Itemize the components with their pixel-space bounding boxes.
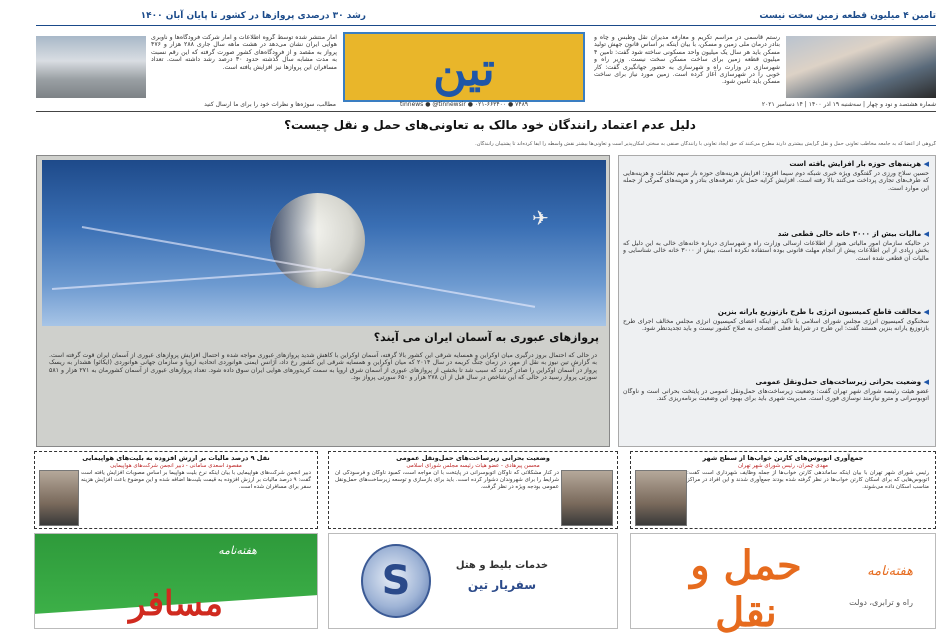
top-left-headline[interactable]: رشد ۳۰ درصدی پروازها در کشور تا پایان آبان ۱۴۰۰ [140,11,366,21]
safar-logo-icon [361,544,431,618]
sidebar-item-body: عضو هیئت رئیسه شورای شهر تهران گفت: وضعیت زیرساخت‌های حمل‌ونقل عمومی در پایتخت بحرانی است و ناوگان اتوبوسرانی و مترو نیازمند نوسازی فوری است. مدیریت شهری باید برای بهبود این وضعیت برنامه‌ریزی کند. [623,388,929,403]
news-box[interactable] [328,451,618,529]
ad-hamlo[interactable] [630,533,936,636]
sidebar-item[interactable] [623,230,929,294]
portrait-photo [561,470,613,526]
box-title: وضعیت بحرانی زیرساخت‌های حمل‌ونقل عمومی [396,454,550,462]
safar-letter: S [381,558,411,604]
box-subtitle: محسن پیرهادی - عضو هیات رئیسه مجلس شورای اسلامی [406,463,540,469]
header-photo-left [36,36,146,98]
top-right-headline[interactable]: تامین ۴ میلیون قطعه زمین سخت نیست [759,11,936,21]
sidebar-item-body: سخنگوی کمیسیون انرژی مجلس شورای اسلامی با تاکید بر اینکه اعضای کمیسیون انرژی مجلس مخالف اجرای طرح بازتوزیع یارانه بنزین هستند گفت: این طرح در شرایط فعلی اقتصادی به صلاح کشور نیست و باید تجدیدنظر شود. [623,318,929,333]
header-article-right: رستم قاسمی در مراسم تکریم و معارفه مدیران نقل وطبس و چاه و بنادر درمان ملی زمین و مسکن، با بیان اینکه بر اساس قانون جهش تولید مسکن باید هر سال یک میلیون واحد مسکونی ساخته شود گفت: تامین ۴ میلیون قطعه زمین برای ساخت مسکن سخت نیست. وزیر راه و شهرسازی در وزارت راه و شهرسازی به حضور جهانگیری گفت: کار خوبی را در شهرسازی آغاز کرده است. زمین مورد نیاز برای ساخت مسکن باید تامین شود. [594,34,780,86]
feature-title[interactable]: پروازهای عبوری به آسمان ایران می‌ آیند؟ [373,331,599,344]
portrait-photo [39,470,79,526]
ad-line: سفریار تین [467,578,537,592]
masthead-text: تین [433,42,495,96]
bullet-icon: ◀ [921,308,929,316]
masthead-logo[interactable] [343,32,585,102]
airplane-icon: ✈ [532,206,549,230]
sidebar-item-body: در حالیکه سازمان امور مالیاتی هنوز از اطلاعات ارسالی وزارت راه و شهرسازی درباره خانه‌های خالی به این دلیل که بخش زیادی از این اطلاعات پیش از انجام مهلت قانونی بوده استفاده نکرده است، بیش از ۳۰۰۰ خانه خالی شناسایی و مالیات آن قطعی شده است. [623,240,929,262]
bullet-icon: ◀ [921,230,929,238]
box-body: در کنار مشکلاتی که ناوگان اتوبوسرانی در پایتخت با آن مواجه است، کمبود ناوگان و فرسودگی آن شرایط را برای شهروندان دشوار کرده است. باید برای بازسازی و توسعه زیرساخت‌های حمل‌ونقل عمومی بودجه ویژه در نظر گرفت. [335,470,559,490]
portrait-photo [635,470,687,526]
box-body: رئیس شورای شهر تهران با بیان اینکه ساماندهی کارتن خواب‌ها از جمله وظایف شهرداری است گفت: اتوبوس‌هایی که برای اسکان کارتن خواب‌ها در نظر گرفته شده بودند جمع‌آوری شدند و این افراد در مراکز مناسب اسکان داده می‌شوند. [687,470,929,490]
sidebar-news [618,155,936,447]
news-box[interactable] [630,451,936,529]
ad-weekly-label: هفته‌نامه [867,564,913,579]
sidebar-item-body: حسین سلاح ورزی در گفتگوی ویژه خبری شبکه دوم سیما افزود: افزایش هزینه‌های حوزه بار سهم تخلفات و هزینه‌هایی که طرف‌های تجاری پرداخت می‌کنند بالا رفته است. افزایش کرایه حمل بار، تعرفه‌های بنادر و هزینه‌های گمرکی از جمله این موارد است. [623,170,929,192]
bullet-icon: ◀ [921,160,929,168]
ad-subtitle: راه و ترابری، دولت [849,598,913,607]
sidebar-item-title: مخالفت قاطع کمیسیون انرژی با طرح بازتوزیع یارانه بنزین [717,308,922,316]
sidebar-item-title: وضعیت بحرانی زیرساخت‌های حمل‌ونقل عمومی [755,378,922,386]
sidebar-item[interactable] [623,160,929,216]
moon-airplane-photo [42,160,606,326]
header-rule [36,25,936,26]
box-subtitle: مقصود اسعدی سامانی - دبیر انجمن شرکت‌های هواپیمایی [110,463,242,469]
divider [36,111,936,112]
headline-lead: گروهی از اعضا که به جامعه مخاطب تعاونی حمل و نقل گرایش بیشتری دارند مطرح می‌کنند که حق ایجاد تعاونی با رانندگان صنفی به سختی امکان‌پذیر است و تعاونی‌ها بیشتر نقش واسطه را ایفا کرده‌اند تا پشتیبان رانندگان. [475,141,936,147]
news-box[interactable] [34,451,318,529]
ad-line: خدمات بلیط و هتل [455,560,549,571]
ad-musafer[interactable] [34,533,318,629]
sidebar-item[interactable] [623,308,929,376]
ad-safar[interactable] [328,533,618,629]
feature-body: در حالی که احتمال بروز درگیری میان اوکراین و همسایه شرقی این کشور بالا گرفته، آسمان اوکراین با کاهش شدید پروازهای عبوری مواجه شده و احتمال افزایش پروازهای عبوری از آسمان ایران قوت گرفته است. به گزارش تین نیوز به نقل از مهر، در زمان جنگ کریمه در سال ۲۰۱۴ که میان اوکراین و همسایه شرقی این کشور رخ داد، آژانس ایمنی هوانوردی اتحادیه اروپا و سازمان جهانی هوانوردی (ایکائو) هشدار به ریسک پرواز در آسمان اوکراین را صادر کردند که سبب شد تا بخشی از پروازهای عبوری از آسمان شرق اروپا به سمت کریدورهای هوایی ایران سوق داده شود. تعداد پروازهای عبوری از آسمان کشورمان به ۲۷۱ هزار و ۵۸۱ سورتی پرواز رسید در حالی که این شاخص در سال قبل از آن ۲۷۸ هزار و ۶۵۰ سورتی پرواز بود. [49,352,597,382]
submit-info: مطالب، سوژه‌ها و نظرات خود را برای ما ارسال کنید [204,101,336,108]
ad-weekly-label: هفته‌نامه [218,544,257,557]
header-photo-right [786,36,936,98]
contact-info: ۷۴۸۹ ● ۰۲۱-۶۶۳۴۰۰ ● tinnews ● @tinnewsir [399,101,529,108]
box-title: جمع‌آوری اتوبوس‌های کارتن خواب‌ها از سطح شهر [702,454,864,462]
ad-brand: حمل و نقل [690,542,802,636]
issue-info: شماره هشتصد و نود و چهار | سه‌شنبه ۱۹ آذر ۱۴۰۰ | ۱۴ دسامبر ۲۰۲۱ [761,101,936,108]
ad-brand: مسافر [129,584,223,624]
sidebar-item[interactable] [623,378,929,446]
main-headline[interactable]: دلیل عدم اعتماد رانندگان خود مالک به تعاونی‌های حمل و نقل چیست؟ [284,118,696,132]
header-article-left: آمار منتشر شده توسط گروه اطلاعات و آمار شرکت فرودگاه‌ها و ناوبری هوایی ایران نشان می‌دهد در هشت ماهه سال جاری ۲۸۸ هزار و ۴۷۶ پرواز به مقصد و از فرودگاه‌های کشور صورت گرفته که این رقم نسبت به مدت مشابه سال گذشته حدود ۳۰ درصد رشد داشته است. تعداد مسافران این پروازها نیز افزایش یافته است. [151,34,337,71]
sidebar-item-title: مالیات بیش از ۳۰۰۰ خانه خالی قطعی شد [777,230,922,238]
box-subtitle: مهدی چمران، رئیس شورای شهر تهران [737,463,828,469]
box-title: نقل ۹ درصد مالیات بر ارزش افزوده به بلیت‌های هواپیمایی [82,454,270,462]
bullet-icon: ◀ [921,378,929,386]
feature-article[interactable] [36,155,610,447]
box-body: دبیر انجمن شرکت‌های هواپیمایی با بیان اینکه نرخ بلیت هواپیما بر اساس مصوبات افزایش یافته است گفت: ۹ درصد مالیات بر ارزش افزوده به قیمت بلیت‌ها اضافه شده و این موضوع باعث افزایش هزینه سفر برای مسافران شده است. [81,470,311,490]
sidebar-item-title: هزینه‌های حوزه بار افزایش یافته است [789,160,922,168]
